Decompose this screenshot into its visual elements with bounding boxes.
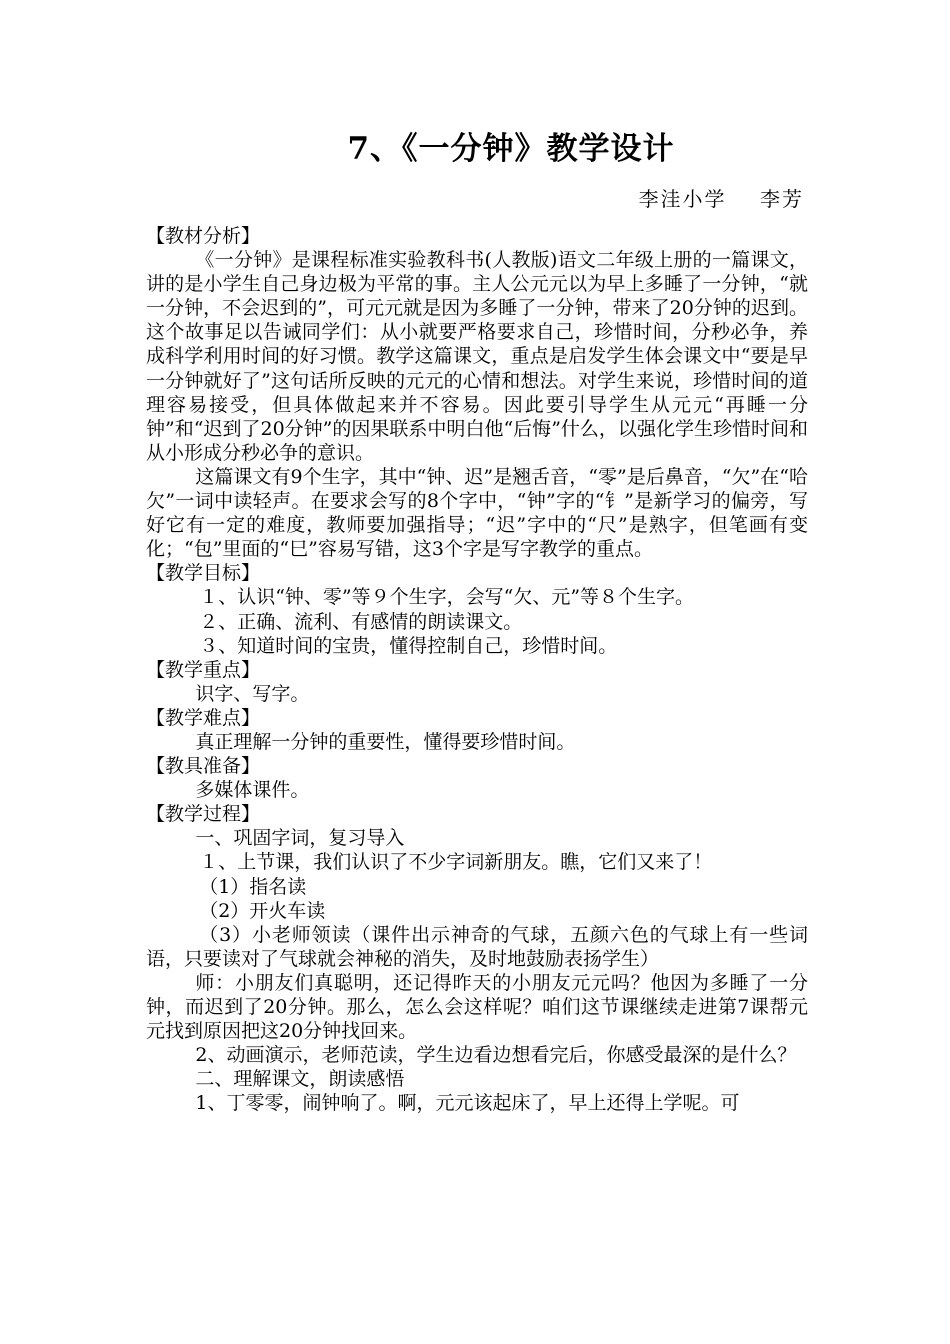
process-step-6: 师：小朋友们真聪明，还记得昨天的小朋友元元吗？他因为多睡了一分钟，而迟到了20分钟。那么，怎么会这样呢？咱们这节课继续走进第7课帮元元找到原因把这20分钟找回来。 — [146, 971, 808, 1043]
document-page — [146, 126, 808, 1115]
process-step-3: （1）指名读 — [199, 875, 307, 898]
author-line: 李洼小学 李芳 — [638, 187, 804, 211]
process-step-5: （3）小老师领读（课件出示神奇的气球，五颜六色的气球上有一些词语，只要读对了气球就会神秘的消失，及时地鼓励表扬学生） — [146, 923, 808, 970]
process-step-7: 2、动画演示，老师范读，学生边看边想看完后，你感受最深的是什么？ — [195, 1044, 797, 1067]
process-step-8: 二、理解课文，朗读感悟 — [195, 1068, 405, 1091]
difficulty-heading: 【教学难点】 — [146, 706, 261, 729]
key-point-text: 识字、写字。 — [195, 682, 310, 705]
tools-text: 多媒体课件。 — [195, 779, 310, 802]
goal-item-3: ３、知道时间的宝贵，懂得控制自己，珍惜时间。 — [199, 634, 618, 657]
process-heading: 【教学过程】 — [146, 803, 261, 826]
goals-heading: 【教学目标】 — [146, 562, 261, 585]
document-body — [146, 224, 808, 1115]
process-step-1: 一、巩固字词，复习导入 — [195, 827, 405, 850]
process-step-4: （2）开火车读 — [199, 899, 326, 922]
goal-item-1: １、认识“钟、零”等９个生字，会写“欠、元”等８个生字。 — [199, 586, 695, 609]
analysis-paragraph-2: 这篇课文有9个生字，其中“钟、迟”是翘舌音，“零”是后鼻音，“欠”在“哈欠”一词中读轻声。在要求会写的8个字中，“钟”字的“钅”是新学习的偏旁，写好它有一定的难度，教师要加强指导；“迟”字中的“尺”是熟字，但笔画有变化；“包”里面的“巳”容易写错，这3个字是写字教学的重点。 — [146, 465, 808, 561]
goal-item-2: ２、正确、流利、有感情的朗读课文。 — [199, 610, 523, 633]
difficulty-text: 真正理解一分钟的重要性，懂得要珍惜时间。 — [195, 730, 576, 753]
analysis-heading: 【教材分析】 — [146, 225, 261, 247]
key-point-heading: 【教学重点】 — [146, 658, 261, 681]
process-step-9: 1、丁零零，闹钟响了。啊，元元该起床了，早上还得上学呢。可 — [195, 1092, 740, 1115]
analysis-paragraph-1: 《一分钟》是课程标准实验教科书(人教版)语文二年级上册的一篇课文，讲的是小学生自己身边极为平常的事。主人公元元以为早上多睡了一分钟，“就一分钟，不会迟到的”，可元元就是因为多睡了一分钟，带来了20分钟的迟到。这个故事足以告诫同学们：从小就要严格要求自己，珍惜时间，分秒必争，养成科学利用时间的好习惯。教学这篇课文，重点是启发学生体会课文中“要是早一分钟就好了”这句话所反映的元元的心情和想法。对学生来说，珍惜时间的道理容易接受，但具体做起来并不容易。因此要引导学生从元元“再睡一分钟”和“迟到了20分钟”的因果联系中明白他“后悔”什么，以强化学生珍惜时间和从小形成分秒必争的意识。 — [146, 249, 808, 464]
document-title: 7、《一分钟》教学设计 — [347, 131, 675, 167]
tools-heading: 【教具准备】 — [146, 755, 261, 778]
process-step-2: １、上节课，我们认识了不少字词新朋友。瞧，它们又来了！ — [199, 851, 713, 874]
